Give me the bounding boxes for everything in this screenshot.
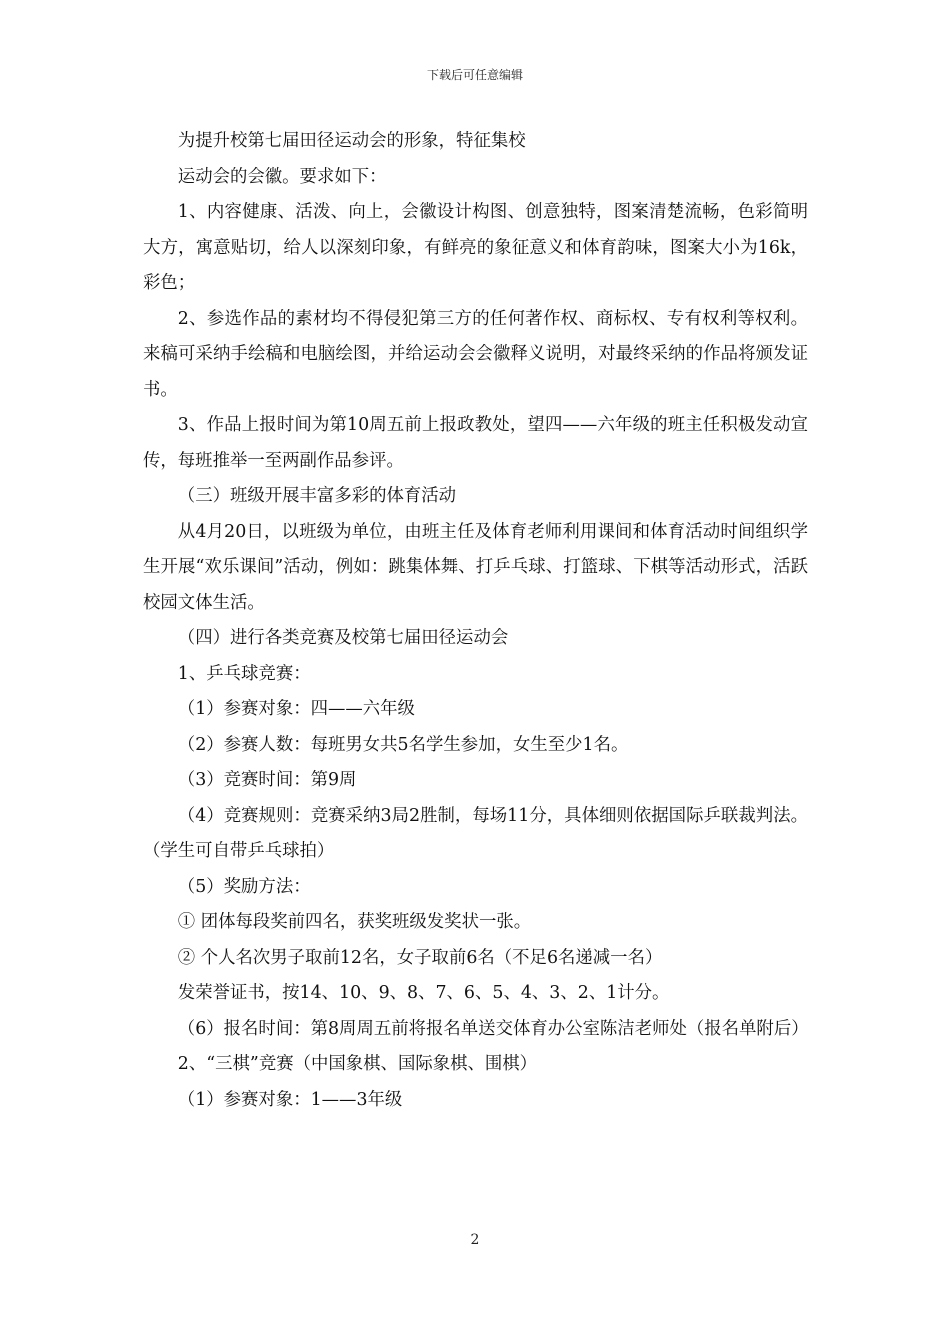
list-item: ① 团体每段奖前四名，获奖班级发奖状一张。 [177, 912, 532, 932]
list-item: （5）奖励方法： [177, 876, 311, 897]
page-number: 2 [470, 1232, 480, 1248]
list-item: （1）参赛对象：1——3年级 [177, 1089, 403, 1110]
section-heading-4: （四）进行各类竞赛及校第七届田径运动会 [177, 628, 509, 648]
subheading-chess: 2、“三棋”竞赛（中国象棋、国际象棋、围棋） [177, 1054, 538, 1074]
paragraph-3: 1、内容健康、活泼、向上，会徽设计构图、创意独特，图案清楚流畅，色彩简明大方，寓意贴切，给人以深刻印象，有鲜亮的象征意义和体育韵味，图案大小为16k，彩色； [143, 202, 808, 293]
paragraph-7: 从4月20日，以班级为单位，由班主任及体育老师利用课间和体育活动时间组织学生开展“欢乐课间”活动，例如：跳集体舞、打乒乓球、打篮球、下棋等活动形式，活跃校园文体生活。 [143, 521, 808, 613]
paragraph-2: 运动会的会徽。要求如下： [177, 166, 387, 187]
list-item: 发荣誉证书，按14、10、9、8、7、6、5、4、3、2、1计分。 [177, 983, 670, 1003]
list-item: ② 个人名次男子取前12名，女子取前6名（不足6名递减一名） [177, 947, 663, 968]
page-header: 下载后可任意编辑 [426, 68, 523, 82]
paragraph-4: 2、参选作品的素材均不得侵犯第三方的任何著作权、商标权、专有权利等权利。来稿可采纳手绘稿和电脑绘图，并给运动会会徽释义说明，对最终采纳的作品将颁发证书。 [143, 308, 808, 400]
paragraph-5: 3、作品上报时间为第10周五前上报政教处，望四——六年级的班主任积极发动宣传，每班推举一至两副作品参评。 [143, 415, 808, 471]
section-heading-3: （三）班级开展丰富多彩的体育活动 [177, 486, 457, 506]
subheading-pingpong: 1、乒乓球竞赛： [177, 663, 311, 684]
list-item: （6）报名时间：第8周周五前将报名单送交体育办公室陈洁老师处（报名单附后） [177, 1018, 809, 1039]
document-body [143, 124, 808, 1118]
list-item: （3）竞赛时间：第9周 [177, 770, 357, 790]
paragraph-1: 为提升校第七届田径运动会的形象，特征集校 [177, 131, 526, 151]
list-item: （1）参赛对象：四——六年级 [177, 699, 415, 719]
list-item: （4）竞赛规则：竞赛采纳3局2胜制，每场11分，具体细则依据国际乒联裁判法。（学生可自带乒乓球拍） [143, 805, 808, 861]
list-item: （2）参赛人数：每班男女共5名学生参加，女生至少1名。 [177, 734, 629, 755]
